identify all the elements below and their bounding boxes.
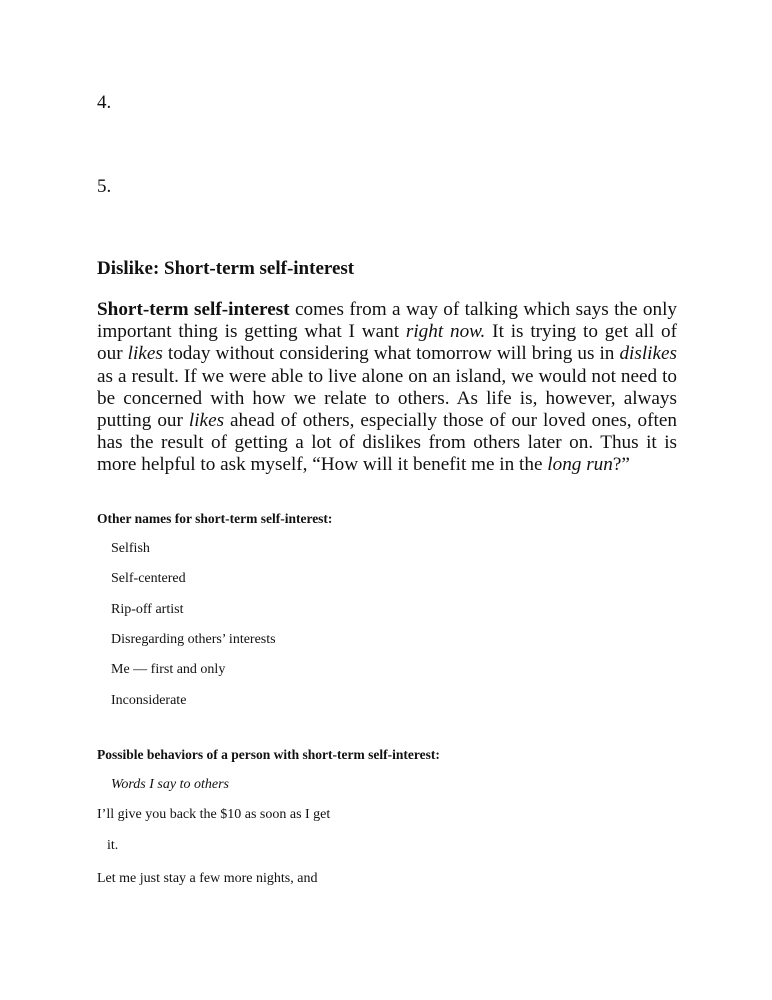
other-name-item: Me — first and only: [111, 662, 226, 677]
other-name-item: Selfish: [111, 541, 150, 556]
other-name-item: Disregarding others’ interests: [111, 632, 276, 647]
defined-term: Short-term self-interest: [97, 299, 290, 320]
list-number-5: 5.: [97, 176, 112, 197]
other-names-heading: Other names for short-term self-interest:: [97, 511, 333, 526]
paragraph-text: today without considering what tomorrow will bring us in: [162, 343, 620, 365]
behaviors-heading: Possible behaviors of a person with short-term self-interest:: [97, 747, 440, 762]
paragraph-text: as a result. If we were able to live alone on an island, we would not need to be concerned with how we relate to others. As life is, however, always putting our: [97, 365, 677, 432]
section-heading: Dislike: Short-term self-interest: [97, 258, 355, 279]
paragraph-text: ahead of others, especially those of our loved ones, often has the result of getting a lot of dislikes from others later on. Thus it is more helpful to ask myself, “How will it benefit me in the: [97, 410, 677, 476]
behavior-line: Let me just stay a few more nights, and: [97, 871, 318, 886]
other-name-item: Self-centered: [111, 571, 186, 586]
paragraph-text: comes from a way of talking which says the only important thing is getting what I want: [97, 299, 678, 343]
paragraph-text: ?”: [612, 454, 630, 476]
emphasis-long-run: long run: [547, 454, 613, 476]
definition-paragraph: [97, 299, 677, 477]
behaviors-subheading: Words I say to others: [111, 777, 229, 792]
other-name-item: Inconsiderate: [111, 693, 187, 708]
other-name-item: Rip-off artist: [111, 602, 184, 617]
emphasis-likes: likes: [188, 410, 225, 432]
emphasis-right-now: right now.: [405, 321, 486, 343]
emphasis-likes: likes: [127, 343, 163, 365]
paragraph-text: It is trying to get all of our: [97, 321, 677, 365]
list-number-4: 4.: [97, 92, 112, 113]
behavior-line: it.: [107, 838, 119, 853]
behavior-line: I’ll give you back the $10 as soon as I get: [97, 807, 331, 822]
emphasis-dislikes: dislikes: [619, 343, 678, 365]
